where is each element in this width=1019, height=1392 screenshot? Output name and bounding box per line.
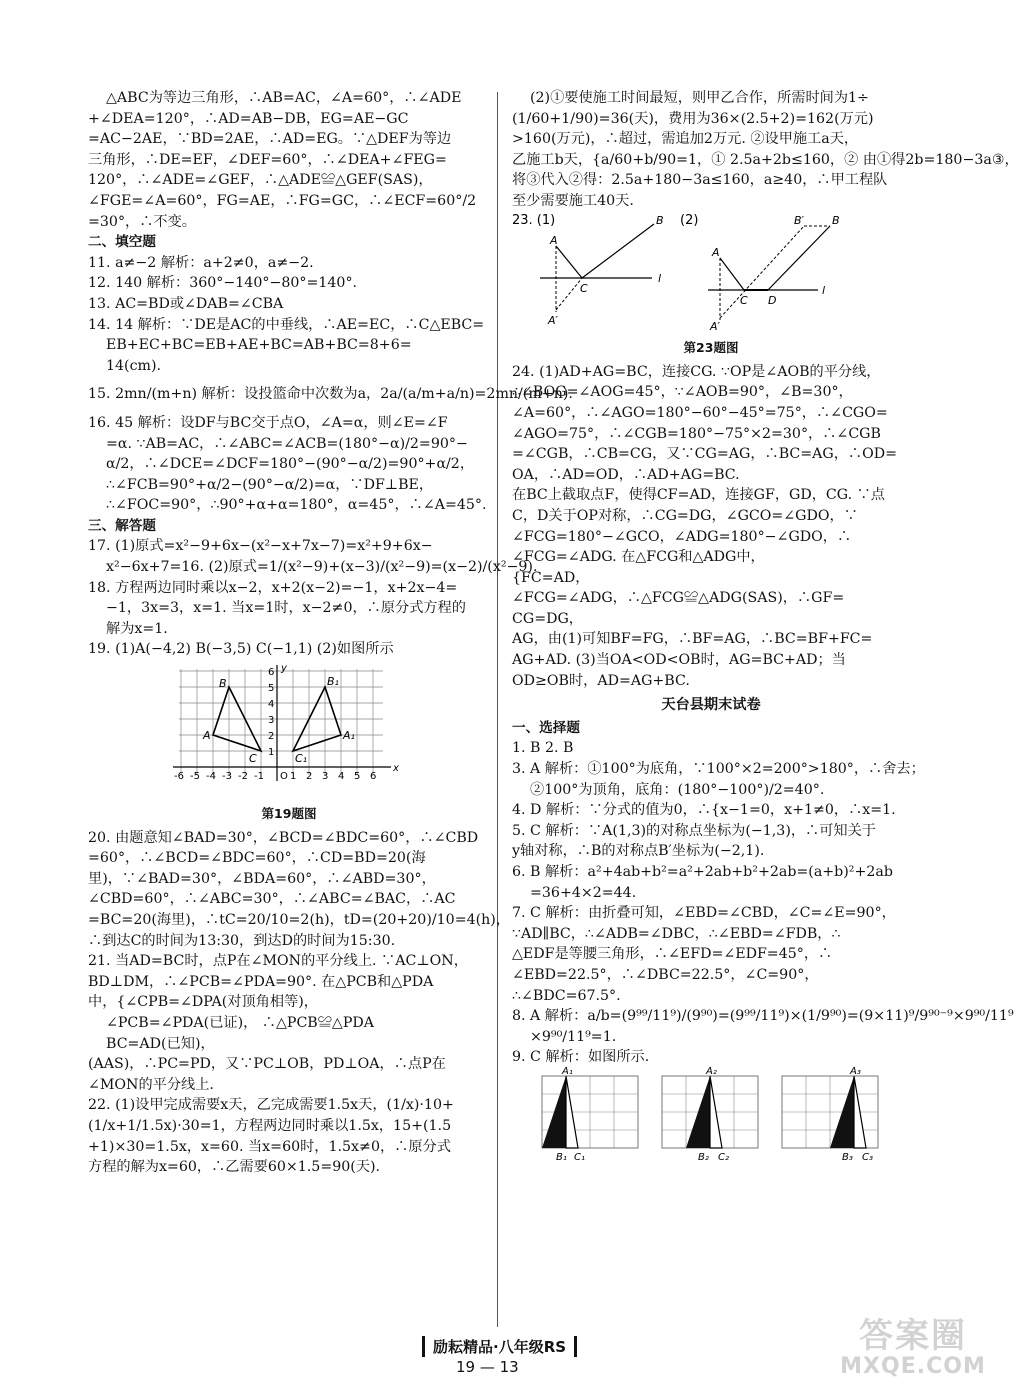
watermark-logo	[838, 1318, 988, 1384]
svg-text:B′: B′	[794, 213, 805, 227]
right-column	[512, 88, 1019, 1171]
section-heading: 二、填空题	[88, 234, 156, 251]
svg-text:A₂: A₂	[706, 1065, 717, 1077]
seg-db-2	[768, 226, 830, 290]
answer-line: 20. 由题意知∠BAD=30°，∠BCD=∠BDC=60°，∴∠CBD	[88, 829, 479, 846]
answer-line: >160(万元)，∴超过，需追加2万元. ②设甲施工a天，	[512, 131, 859, 148]
answer-line: AG，由(1)可知BF=FG，∴BF=AG，∴BC=BF+FC=	[512, 631, 873, 648]
answer-line: 12. 140 解析：360°−140°−80°=140°.	[88, 275, 358, 292]
answer-line: =∠CGB，∴CB=CG，又∵CG=AG，∴BC=AG，∴OD=	[512, 446, 897, 463]
answer-line: 3. A 解析：①100°为底角，∵100°×2=200°>180°，∴舍去；	[512, 761, 925, 778]
solution-answers	[88, 536, 538, 660]
intro-block	[88, 88, 490, 232]
footer-brand: 励耘精品·八年级RS	[422, 1336, 577, 1357]
answer-line: 21. 当AD=BC时，点P在∠MON的平分线上. ∵AC⊥ON，	[88, 953, 468, 970]
svg-text:B₁: B₁	[556, 1151, 567, 1163]
answer-line: EB+EC+BC=EB+AE+BC=AB+BC=8+6=	[106, 337, 412, 354]
text-line: 120°，∴∠ADE=∠GEF，∴△ADE≌△GEF(SAS)，	[88, 172, 433, 189]
seg-a1b1-2	[720, 226, 804, 318]
answer-line: ∠PCB=∠PDA(已证)， ∴△PCB≌△PDA	[106, 1014, 374, 1031]
answer-line: ∠FCG=180°−∠GCO，∠ADG=180°−∠GDO，∴	[512, 528, 852, 545]
answer-line: 24. (1)AD+AG=BC，连接CG. ∵OP是∠AOB的平分线，	[512, 363, 881, 380]
text-line: ∠FGE=∠A=60°，FG=AE，∴FG=GC，∴∠ECF=60°/2	[88, 192, 477, 209]
svg-text:D: D	[768, 293, 777, 307]
svg-text:B: B	[656, 213, 664, 227]
answer-line: (2)①要使施工时间最短，则甲乙合作，所需时间为1÷	[530, 90, 869, 106]
q24-answer	[512, 362, 910, 692]
watermark-text: 答案圈	[859, 1316, 967, 1356]
answer-line: ∠FCG=∠ADG，∴△FCG≌△ADG(SAS)，∴GF=	[512, 590, 845, 607]
q23-label: 23. (1)	[512, 212, 556, 228]
svg-text:A′: A′	[548, 313, 559, 327]
answer-line: ∠MON的平分线上.	[88, 1076, 214, 1093]
answer-line: OD≥OB时，AD=AG+BC.	[512, 672, 690, 689]
seg-cb-1	[582, 224, 654, 278]
answer-line: ∠AGO=75°，∴∠CGB=180°−75°×2=30°，∴∠CGB	[512, 425, 881, 442]
svg-text:1: 1	[290, 771, 297, 783]
figure-19-grid	[169, 663, 409, 801]
answer-line: 14. 14 解析：∵DE是AC的中垂线，∴AE=EC，∴C△EBC=	[88, 316, 485, 333]
page-number: 19 — 13	[456, 1358, 519, 1376]
text-line: =30°，∴不变。	[88, 213, 196, 230]
section-heading: 一、选择题	[512, 719, 580, 736]
answer-line: 4. D 解析：∵分式的值为0，∴{x−1=0，x+1≠0，∴x=1.	[512, 802, 896, 819]
fill-blank-answers	[88, 253, 573, 516]
label-c: C	[249, 752, 257, 766]
answer-line: BC=AD(已知)，	[106, 1035, 215, 1052]
grid-lines	[179, 669, 383, 775]
svg-text:5: 5	[354, 771, 361, 783]
label-c1: C₁	[295, 752, 308, 766]
answer-line: 1. B 2. B	[512, 740, 574, 757]
answer-line: 将③代入②得：2.5a+180−3a≤160，a≥40，∴甲工程队	[512, 172, 888, 189]
svg-text:B₂: B₂	[698, 1151, 709, 1163]
section-heading: 三、解答题	[88, 517, 156, 534]
svg-text:A₁: A₁	[562, 1065, 573, 1077]
answer-line: ∴∠BDC=67.5°.	[512, 987, 621, 1004]
answer-line: △EDF是等腰三角形，∴∠EFD=∠EDF=45°，∴	[512, 946, 833, 963]
figure-caption: 第19题图	[261, 806, 317, 822]
q9-grid-2	[662, 1066, 758, 1163]
seg-a1c-1	[556, 278, 582, 310]
answer-line: ∠A=60°，∴∠AGO=180°−60°−45°=75°，∴∠CGO=	[512, 404, 888, 421]
y-tick-labels	[268, 663, 288, 758]
svg-text:2: 2	[306, 771, 313, 783]
answer-line: 5. C 解析：∵A(1,3)的对称点坐标为(−1,3)，∴可知关于	[512, 822, 876, 839]
answer-line: 里)，∵∠BAD=30°，∠BDA=60°，∴∠ABD=30°，	[88, 870, 436, 887]
answer-line: −1，3x=3，x=1. 当x=1时，x−2≠0，∴原分式方程的	[106, 600, 466, 617]
answer-line: ∴∠FCB=90°+α/2−(90°−α/2)=α，∵DF⊥BE，	[106, 476, 434, 493]
svg-text:-1: -1	[254, 771, 264, 783]
answer-line: (AAS)，∴PC=PD，又∵PC⊥OB，PD⊥OA，∴点P在	[88, 1056, 446, 1073]
answer-line: 6. B 解析：a²+4ab+b²=a²+2ab+b²+2ab=(a+b)²+2ab	[512, 864, 893, 880]
svg-text:B₃: B₃	[842, 1151, 853, 1163]
answer-line: x²−6x+7=16. (2)原式=1/(x²−9)+(x−3)/(x²−9)=(x−2)/(x²−9).	[106, 559, 538, 576]
answer-line: {FC=AD，	[512, 569, 590, 586]
answer-line: ∴到达C的时间为13:30，到达D的时间为15:30.	[88, 932, 396, 949]
answer-line: CG=DG，	[512, 610, 583, 627]
svg-text:4: 4	[338, 771, 345, 783]
svg-text:y: y	[281, 663, 287, 675]
seg-ac-1	[556, 246, 582, 278]
svg-text:A₃: A₃	[850, 1065, 861, 1077]
answer-line: ∴∠BOG=∠AOG=45°，∵∠AOB=90°，∠B=30°，	[512, 384, 853, 401]
answer-line: ∠FCG=∠ADG. 在△FCG和△ADG中，	[512, 549, 765, 566]
answer-line: AG+AD. (3)当OA<OD<OB时，AG=BC+AD；当	[512, 652, 846, 669]
exam-title: 天台县期末试卷	[661, 697, 761, 714]
answer-line: α/2，∴∠DCE=∠DCF=180°−(90°−α/2)=90°+α/2，	[106, 456, 475, 473]
q9-grid-3	[782, 1066, 878, 1163]
answer-line: +1)×30=1.5x，x=60. 当x=60时，1.5x≠0，∴原分式	[88, 1138, 451, 1155]
svg-text:O: O	[280, 771, 288, 783]
svg-text:-3: -3	[222, 771, 232, 783]
answer-line: 18. 方程两边同时乘以x−2，x+2(x−2)=−1，x+2x−4=	[88, 579, 458, 596]
figure-23	[512, 212, 908, 332]
answer-line: 方程的解为x=60，∴乙需要60×1.5=90(天).	[88, 1159, 381, 1176]
answer-line: ∵AD∥BC，∴∠ADB=∠DBC，∴∠EBD=∠FDB，∴	[512, 925, 841, 942]
seg-ac-2	[720, 258, 744, 290]
svg-text:C₁: C₁	[574, 1151, 585, 1163]
svg-text:A′: A′	[710, 319, 721, 333]
answer-line: 13. AC=BD或∠DAB=∠CBA	[88, 295, 284, 312]
svg-text:1: 1	[268, 747, 275, 759]
q23-part2-label: (2)	[680, 212, 699, 228]
text-line: 三角形，∴DE=EF，∠DEF=60°，∴∠DEA+∠FEG=	[88, 151, 447, 168]
label-a1: A₁	[343, 729, 355, 743]
answer-line: 22. (1)设甲完成需要x天，乙完成需要1.5x天，(1/x)·10+	[88, 1097, 454, 1114]
answer-line: 15. 2mn/(m+n) 解析：设投篮命中次数为a，2a/(a/m+a/n)=2mn/(m+n).	[88, 386, 573, 403]
text-line: =AC−2AE，∵BD=2AE，∴AD=EG。∵△DEF为等边	[88, 131, 452, 148]
svg-text:C₂: C₂	[718, 1151, 729, 1163]
solution-answers-continued	[88, 828, 511, 1178]
x-tick-labels	[174, 763, 399, 782]
q9-grid-1	[542, 1066, 638, 1163]
answer-line: 中，{∠CPB=∠DPA(对顶角相等)，	[88, 994, 318, 1011]
svg-text:l: l	[822, 283, 826, 297]
answer-line: 19. (1)A(−4,2) B(−3,5) C(−1,1) (2)如图所示	[88, 641, 394, 658]
answer-line: C，D关于OP对称，∴CG=DG，∠GCO=∠GDO，∵	[512, 507, 858, 524]
label-b: B	[219, 677, 227, 691]
text-line: △ABC为等边三角形，∴AB=AC，∠A=60°，∴∠ADE	[106, 90, 462, 106]
svg-text:C: C	[740, 293, 748, 307]
figure-q9	[512, 1065, 908, 1164]
label-b1: B₁	[327, 675, 339, 689]
answer-line: ∠EBD=22.5°，∴∠DBC=22.5°，∠C=90°，	[512, 966, 819, 983]
svg-text:A: A	[712, 245, 720, 259]
q22-continued	[512, 88, 1019, 212]
answer-line: =36+4×2=44.	[530, 884, 637, 901]
answer-line: OA，∴AD=OD，∴AD+AG=BC.	[512, 466, 740, 483]
answer-line: 7. C 解析：由折叠可知，∠EBD=∠CBD，∠C=∠E=90°，	[512, 905, 896, 922]
answer-line: BD⊥DM，∴∠PCB=∠PDA=90°. 在△PCB和△PDA	[88, 973, 434, 990]
svg-text:5: 5	[268, 683, 275, 695]
answer-line: (1/60+1/90)=36(天)，费用为36×(2.5+2)=162(万元)	[512, 110, 874, 127]
svg-text:-2: -2	[238, 771, 248, 783]
label-a: A	[203, 729, 211, 743]
answer-line: =60°，∴∠BCD=∠BDC=60°，∴CD=BD=20(海	[88, 850, 426, 867]
answer-line: 在BC上截取点F，使得CF=AD，连接GF，GD，CG. ∵点	[512, 487, 885, 504]
answer-line: 16. 45 解析：设DF与BC交于点O，∠A=α，则∠E=∠F	[88, 414, 448, 431]
answer-line: =α. ∵AB=AC，∴∠ABC=∠ACB=(180°−α)/2=90°−	[106, 435, 468, 452]
svg-text:6: 6	[268, 667, 275, 679]
svg-text:6: 6	[370, 771, 377, 783]
svg-text:2: 2	[268, 731, 275, 743]
answer-line: (1/x+1/1.5x)·30=1，方程两边同时乘以1.5x，15+(1.5	[88, 1117, 452, 1134]
answer-line: 8. A 解析：a/b=(9⁹⁹/11⁹)/(9⁹⁰)=(9⁹⁹/11⁹)×(1/9⁹⁰)=(9×11)⁹/9⁹⁰⁻⁹×9⁹⁰/11⁹	[512, 1008, 1014, 1025]
svg-text:-5: -5	[190, 771, 200, 783]
svg-text:l: l	[658, 271, 662, 285]
svg-text:-4: -4	[206, 771, 216, 783]
svg-text:x: x	[393, 763, 399, 775]
svg-text:3: 3	[322, 771, 329, 783]
choice-answers	[512, 738, 1014, 1068]
answer-line: ∠CBD=60°，∴∠ABC=30°，∴∠ABC=∠BAC，∴AC	[88, 891, 456, 908]
watermark-url: MXQE.COM	[840, 1354, 986, 1379]
answer-line: y轴对称，∴B的对称点B′坐标为(−2,1).	[512, 843, 765, 860]
answer-line: 至少需要施工40天.	[512, 192, 634, 209]
answer-line: 9. C 解析：如图所示.	[512, 1049, 650, 1066]
svg-text:B: B	[832, 213, 840, 227]
svg-text:A: A	[550, 233, 558, 247]
answer-line: 14(cm).	[106, 357, 162, 374]
figure-caption: 第23题图	[683, 340, 739, 356]
answer-line: ∴∠FOC=90°，∴90°+α+α=180°，α=45°，∴∠A=45°.	[106, 497, 487, 514]
answer-line: 乙施工b天，{a/60+b/90=1，① 2.5a+2b≤160，② 由①得2b=180−3a③，	[512, 151, 1019, 168]
answer-line: =BC=20(海里)，∴tC=20/10=2(h)，tD=(20+20)/10=4(h)，	[88, 912, 511, 928]
column-divider	[497, 92, 498, 1327]
svg-text:C: C	[580, 281, 588, 295]
answer-line: 17. (1)原式=x²−9+6x−(x²−x+7x−7)=x²+9+6x−	[88, 538, 433, 555]
svg-text:4: 4	[268, 699, 275, 711]
svg-text:3: 3	[268, 715, 275, 727]
svg-text:-6: -6	[174, 771, 184, 783]
svg-text:C₃: C₃	[862, 1151, 873, 1163]
answer-line: 11. a≠−2 解析：a+2≠0，a≠−2.	[88, 254, 314, 271]
answer-line: 解为x=1.	[106, 620, 168, 637]
answer-line: ×9⁹⁰/11⁹=1.	[530, 1028, 617, 1045]
answer-line: ②100°为顶角，底角：(180°−100°)/2=40°.	[530, 781, 825, 798]
text-line: +∠DEA=120°，∴AD=AB−DB，EG=AE−GC	[88, 110, 409, 127]
